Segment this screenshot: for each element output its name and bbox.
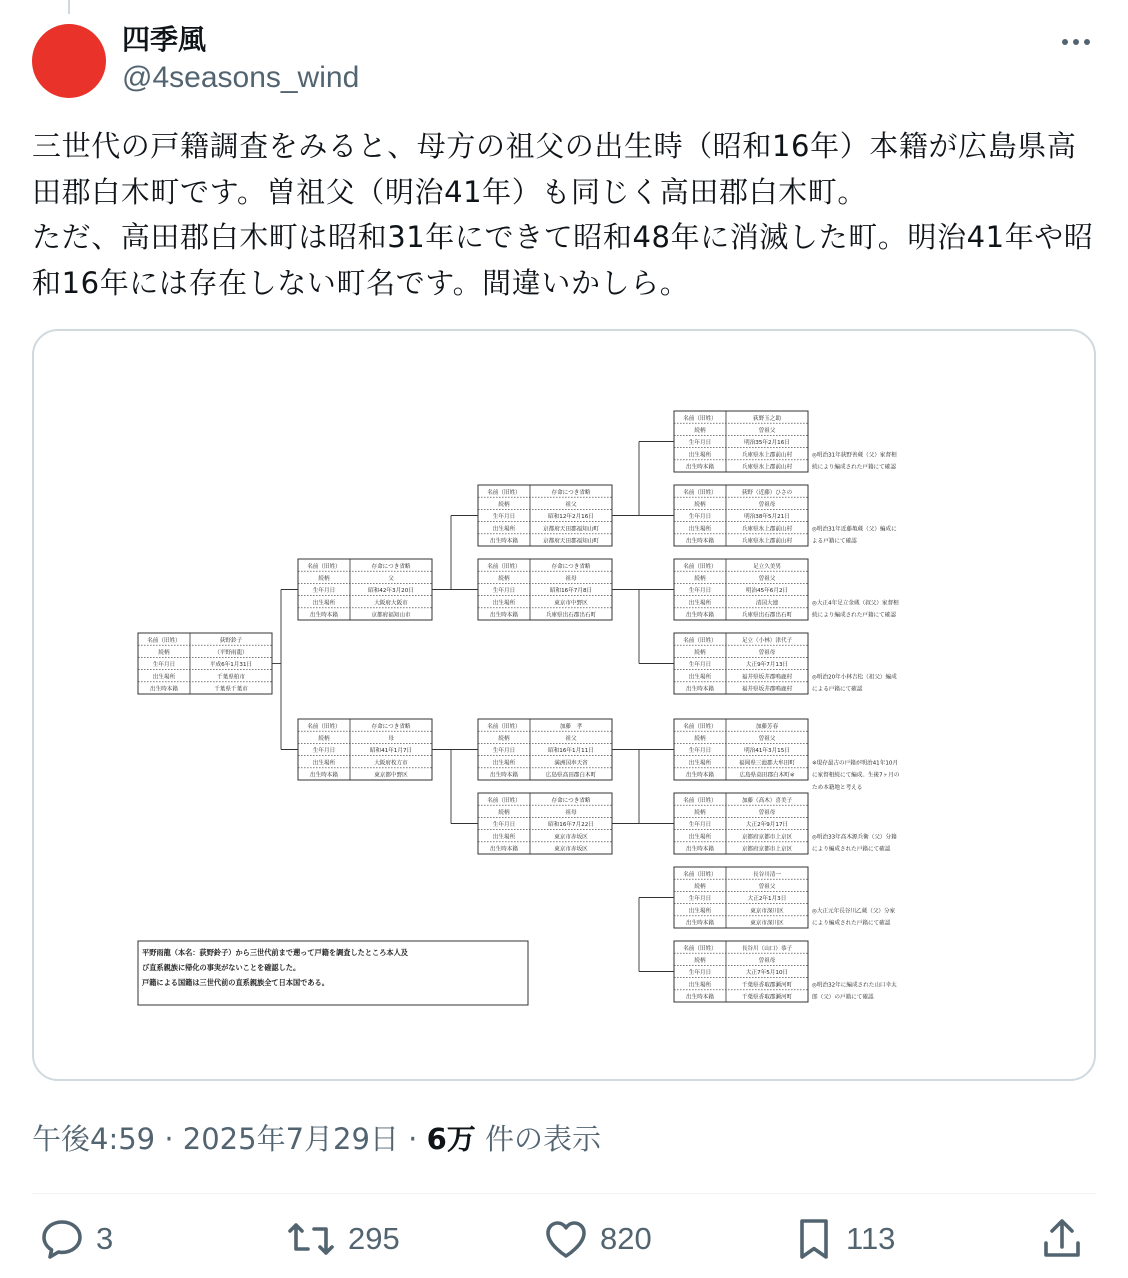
row-label: 出生時本籍 [150,686,178,693]
row-label: 出生場所 [688,982,712,989]
annotation-note: ◎明治33年高木源兵衛（父）分籍 [812,834,897,841]
row-label: 続柄 [694,810,706,816]
row-label: 出生場所 [492,526,516,533]
like-button[interactable] [542,1214,652,1264]
annotation-note: 郎（父）の戸籍にて確認 [812,994,874,1001]
bookmark-icon [792,1215,836,1263]
row-label: 続柄 [694,884,706,890]
row-value: 存命につき省略 [371,723,411,730]
row-label: 出生時本籍 [310,612,338,619]
row-label: 名前（旧姓） [683,871,717,878]
row-value: 昭和16年7月22日 [548,822,594,829]
annotation-note: ※現存最古の戸籍が明治41年10月 [812,760,899,767]
row-value: 加藤芳春 [755,723,779,730]
row-label: 名前（旧姓） [487,797,521,804]
summary-text: 戸籍による国籍は三世代前の直系親族全て日本国である。 [142,978,329,987]
annotation-note: ため本籍地と考える [812,784,863,791]
row-label: 出生場所 [688,908,712,915]
row-label: 出生時本籍 [686,920,714,927]
row-label: 出生時本籍 [490,538,518,545]
row-value: 千葉県香取郡瀬河町 [741,994,793,1001]
annotation-note: により編成された戸籍にて確認 [812,846,891,853]
row-label: 出生場所 [152,674,176,681]
row-value: 大阪府枚方市 [374,760,408,767]
bookmark-button[interactable] [792,1214,895,1264]
row-label: 出生時本籍 [490,612,518,619]
row-value: 京都府天田郡福知山町 [543,538,599,545]
row-label: 続柄 [694,650,706,656]
repost-button[interactable] [284,1214,400,1264]
row-value: 祖母 [565,810,577,816]
row-value: 京都府天田郡福知山町 [543,526,599,533]
annotation-note: よる戸籍にて確認 [812,538,857,545]
row-value: 加藤 孝 [559,723,583,730]
row-value: 兵庫県氷上郡前山村 [741,464,793,471]
row-label: 続柄 [694,502,706,508]
row-label: 出生時本籍 [686,686,714,693]
annotation-note: ◎大正元年長谷川乙蔵（父）分家 [812,908,896,915]
post-time[interactable]: 午後4:59 [32,1122,156,1156]
row-label: 出生時本籍 [686,994,714,1001]
row-label: 出生時本籍 [310,772,338,779]
display-name[interactable]: 四季風 [122,23,207,56]
row-value: 大正7年5月10日 [745,970,789,977]
row-label: 生年月日 [492,748,516,755]
row-value: 福井県坂井郡鳴鹿村 [741,686,793,693]
summary-text: 平野雨龍（本名：荻野鈴子）から三世代前まで遡って戸籍を調査したところ本人及 [142,948,408,957]
tweet-meta [32,1119,601,1159]
row-value: 兵庫県出石郡出石町 [741,612,793,619]
row-value: 存命につき省略 [551,489,591,496]
row-value: 昭和16年1月11日 [548,748,594,755]
row-label: 名前（旧姓） [147,637,181,644]
annotation-note: ◎明治32年に編成された山口幸太 [812,982,897,989]
row-value: 曽祖母 [758,810,776,816]
row-label: 名前（旧姓） [683,637,717,644]
row-value: 満洲国奉天省 [554,760,588,767]
row-value: 荻野玉之助 [753,415,781,422]
row-value: 京都府福知山市 [371,612,411,619]
row-value: 長谷川（山口）恭子 [741,945,793,952]
row-label: 続柄 [318,576,330,582]
row-value: 千葉県千葉市 [214,686,248,693]
row-value: 昭和42年3月20日 [368,588,414,595]
row-value: 曽祖母 [758,958,776,964]
row-label: 名前（旧姓） [683,415,717,422]
row-value: 存命につき省略 [551,797,591,804]
row-label: 出生場所 [492,834,516,841]
row-label: 出生場所 [688,674,712,681]
row-value: 東京市赤坂区 [554,834,588,841]
repost-count: 295 [348,1221,400,1256]
row-value: 京都府京都市上京区 [741,834,793,841]
row-label: 出生時本籍 [490,846,518,853]
row-value: 祖父 [565,502,577,508]
row-label: 名前（旧姓） [487,563,521,570]
row-value: 大正2年1月3日 [747,896,787,903]
row-label: 生年月日 [688,896,712,903]
row-value: 明治38年5月21日 [744,514,790,521]
row-value: 大阪府大阪市 [374,600,408,607]
row-value: 荻野（近藤）ひさの [741,489,793,496]
row-label: 続柄 [694,576,706,582]
row-value: 明治41年3月15日 [744,748,790,755]
row-value: 父 [388,576,394,582]
row-value: 足立（小林）津代子 [741,637,793,644]
row-value: 祖母 [565,576,577,582]
row-value: 大正2年9月17日 [745,822,789,829]
row-value: 京都府京都市上京区 [741,846,793,853]
row-label: 生年月日 [688,822,712,829]
row-label: 出生場所 [688,526,712,533]
row-label: 続柄 [498,736,510,742]
annotation-note: により編成された戸籍にて確認 [812,920,891,927]
row-value: 曽祖父 [758,884,776,890]
row-label: 続柄 [694,736,706,742]
row-label: 出生時本籍 [686,612,714,619]
row-label: 生年月日 [492,514,516,521]
row-label: 生年月日 [688,440,712,447]
row-label: 続柄 [498,576,510,582]
row-label: 名前（旧姓） [307,563,341,570]
row-value: 明治45年6月2日 [745,588,789,595]
row-value: 福岡県三池郡大牟田町 [739,760,795,767]
row-value: 昭和41年1月7日 [369,748,413,755]
row-value: 東京都中野区 [374,772,408,779]
row-label: 名前（旧姓） [683,563,717,570]
row-label: 生年月日 [312,748,336,755]
heart-icon [542,1215,590,1263]
more-icon[interactable] [1054,26,1098,58]
row-label: 名前（旧姓） [683,489,717,496]
row-label: 出生時本籍 [686,846,714,853]
tweet-text: 三世代の戸籍調査をみると、母方の祖父の出生時（昭和16年）本籍が広島県高田郡白木町です。曽祖父（明治41年）も同じく高田郡白木町。 ただ、高田郡白木町は昭和31年にできて昭和48年に消滅した町。明治41年や昭和16年には存在しない町名です。間違いかしら。 [32,129,1094,300]
row-value: 曽祖母 [758,502,776,508]
row-value: 清国大連 [755,600,779,607]
row-value: 兵庫県氷上郡前山村 [741,526,793,533]
row-value: 東京市深川区 [750,920,784,927]
row-value: 福井県坂井郡鳴鹿村 [741,674,793,681]
row-value: 昭和16年7月8日 [549,588,593,595]
row-label: 出生時本籍 [686,772,714,779]
row-value: 広島県高田郡白木町 [545,772,597,779]
row-value: 東京市中野区 [554,600,588,607]
meta-separator: · [408,1122,418,1156]
row-value: 足立久美男 [753,563,781,570]
row-label: 出生場所 [312,600,336,607]
row-value: 母 [388,736,394,742]
view-count-label: 件の表示 [485,1122,602,1156]
row-value: 存命につき省略 [551,563,591,570]
like-count: 820 [600,1221,652,1256]
row-value: 東京市赤坂区 [554,846,588,853]
thread-line [68,0,70,14]
row-value: 広島県高田郡白木町※ [739,772,795,779]
row-label: 出生時本籍 [686,538,714,545]
row-label: 出生場所 [688,834,712,841]
row-label: 続柄 [694,958,706,964]
row-label: 出生時本籍 [490,772,518,779]
row-label: 生年月日 [688,970,712,977]
row-value: 曽祖父 [758,428,776,434]
row-value: 平成6年1月31日 [209,662,253,669]
row-label: 生年月日 [688,662,712,669]
family-tree-chart [34,331,1096,1081]
row-label: 生年月日 [492,822,516,829]
row-label: 続柄 [498,810,510,816]
row-label: 続柄 [158,650,170,656]
row-value: 兵庫県氷上郡前山村 [741,538,793,545]
row-label: 名前（旧姓） [307,723,341,730]
row-label: 出生場所 [312,760,336,767]
row-value: 加藤（高木）喜美子 [741,797,793,804]
divider [32,1193,1096,1194]
repost-icon [284,1215,338,1263]
row-label: 出生場所 [492,600,516,607]
row-label: 続柄 [498,502,510,508]
bookmark-count: 113 [846,1221,896,1256]
row-value: 兵庫県氷上郡前山村 [741,452,793,459]
post-date[interactable]: 2025年7月29日 [182,1122,399,1156]
row-label: 生年月日 [152,662,176,669]
row-label: 生年月日 [312,588,336,595]
row-label: 出生場所 [688,600,712,607]
attached-image[interactable] [32,329,1096,1081]
row-value: 曽祖母 [758,650,776,656]
handle[interactable]: @4seasons_wind [122,61,360,94]
share-button[interactable] [1040,1214,1084,1264]
avatar[interactable] [32,24,106,98]
annotation-note: 続により編成された戸籍にて確認 [812,612,896,619]
row-label: 名前（旧姓） [683,797,717,804]
row-label: 出生場所 [492,760,516,767]
row-label: 生年月日 [688,514,712,521]
row-label: 名前（旧姓） [487,489,521,496]
row-label: 名前（旧姓） [683,723,717,730]
row-value: 長谷川清一 [753,871,781,878]
annotation-note: ◎明治31年荻野善蔵（父）家督相 [812,452,897,459]
row-value: 東京市深川区 [750,908,784,915]
share-icon [1040,1215,1084,1263]
annotation-note: ◎明治20年小林吉松（祖父）編成 [812,674,897,681]
row-label: 出生場所 [688,452,712,459]
annotation-note: ◎大正4年足立金蔵（叔父）家督相 [812,600,899,607]
row-value: 明治35年2月16日 [744,440,790,447]
row-label: 続柄 [318,736,330,742]
summary-text: び直系親族に帰化の事実がないことを確認した。 [142,963,301,972]
view-count: 6万 [426,1122,476,1156]
row-label: 生年月日 [688,748,712,755]
annotation-note: に家督相続にて編成。生後7ヶ月の [812,772,900,779]
reply-button[interactable] [38,1214,113,1264]
row-value: 曽祖父 [758,736,776,742]
row-label: 生年月日 [492,588,516,595]
row-label: 名前（旧姓） [683,945,717,952]
meta-separator: · [164,1122,174,1156]
row-value: （平野雨龍） [214,650,248,656]
row-value: 存命につき省略 [371,563,411,570]
row-value: 大正9年7月13日 [745,662,789,669]
row-label: 名前（旧姓） [487,723,521,730]
row-value: 千葉県柏市 [217,674,245,681]
row-label: 出生場所 [688,760,712,767]
annotation-note: ◎明治31年近藤亀蔵（父）編成に [812,526,897,533]
annotation-note: 続により編成された戸籍にて確認 [812,464,896,471]
annotation-note: による戸籍にて確認 [812,686,863,693]
row-value: 兵庫県出石郡出石町 [545,612,597,619]
row-value: 千葉県香取郡瀬河町 [741,982,793,989]
row-value: 荻野鈴子 [219,637,243,644]
row-value: 昭和12年2月16日 [548,514,594,521]
row-label: 続柄 [694,428,706,434]
row-value: 曽祖父 [758,576,776,582]
reply-icon [38,1215,86,1263]
reply-count: 3 [96,1221,114,1256]
row-label: 生年月日 [688,588,712,595]
row-label: 出生時本籍 [686,464,714,471]
row-value: 祖父 [565,736,577,742]
